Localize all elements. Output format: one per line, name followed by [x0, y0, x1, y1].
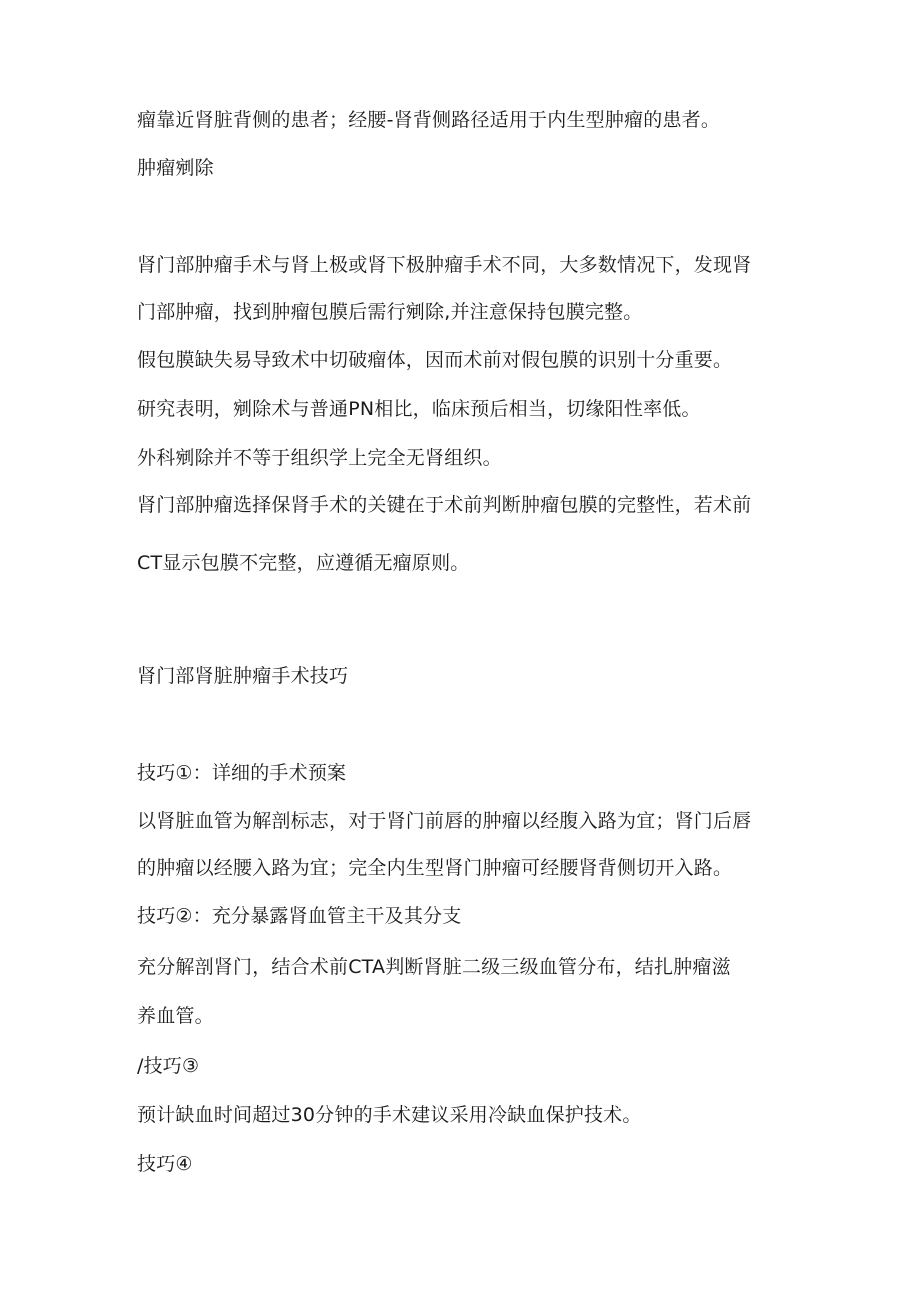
paragraph-line: 充分解剖肾门，结合术前CTA判断肾脏二级三级血管分布，结扎肿瘤滋	[137, 956, 731, 978]
paragraph-line: 预计缺血时间超过30分钟的手术建议采用冷缺血保护技术。	[137, 1104, 642, 1126]
section-heading: 肿瘤剜除	[137, 157, 214, 179]
tip-heading: 技巧④	[137, 1153, 193, 1175]
tip-heading: /技巧③	[137, 1055, 200, 1077]
paragraph-line: 研究表明，剜除术与普通PN相比，临床预后相当，切缘阳性率低。	[137, 398, 701, 420]
tip-heading: 技巧②：充分暴露肾血管主干及其分支	[137, 905, 462, 927]
paragraph-line: 以肾脏血管为解剖标志，对于肾门前唇的肿瘤以经腹入路为宜；肾门后唇	[137, 810, 752, 832]
paragraph-line: 假包膜缺失易导致术中切破瘤体，因而术前对假包膜的识别十分重要。	[137, 349, 733, 371]
paragraph-line: CT显示包膜不完整，应遵循无瘤原则。	[137, 552, 470, 574]
section-heading: 肾门部肾脏肿瘤手术技巧	[137, 665, 349, 687]
paragraph-line: 外科剜除并不等于组织学上完全无肾组织。	[137, 447, 502, 469]
paragraph-line: 门部肿瘤，找到肿瘤包膜后需行剜除,并注意保持包膜完整。	[137, 301, 643, 323]
tip-heading: 技巧①：详细的手术预案	[137, 762, 347, 784]
paragraph-line: 养血管。	[137, 1005, 214, 1027]
paragraph-line: 瘤靠近肾脏背侧的患者；经腰-肾背侧路径适用于内生型肿瘤的患者。	[137, 109, 721, 131]
paragraph-line: 肾门部肿瘤选择保肾手术的关键在于术前判断肿瘤包膜的完整性，若术前	[137, 494, 752, 516]
paragraph-line: 的肿瘤以经腰入路为宜；完全内生型肾门肿瘤可经腰肾背侧切开入路。	[137, 857, 733, 879]
paragraph-line: 肾门部肿瘤手术与肾上极或肾下极肿瘤手术不同，大多数情况下，发现肾	[137, 254, 752, 276]
